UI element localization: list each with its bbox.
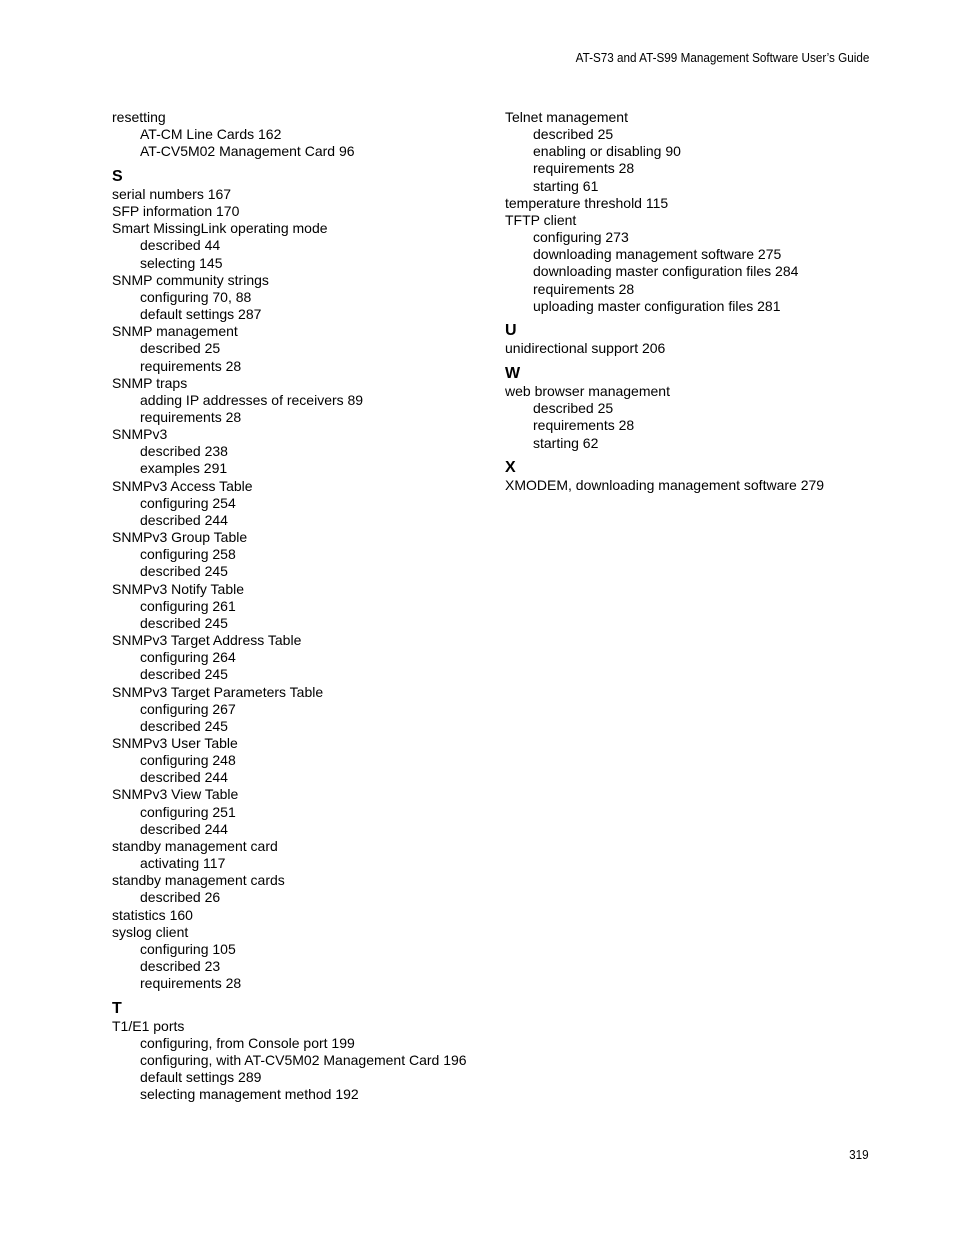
index-subentry: configuring 254	[140, 494, 236, 511]
index-subentry: requirements 28	[533, 417, 635, 434]
index-subentry: starting 62	[533, 434, 599, 451]
index-entry: resetting	[112, 109, 166, 125]
index-subentry: adding IP addresses of receivers 89	[140, 391, 364, 408]
index-subentry: requirements 28	[533, 160, 635, 177]
index-subentry: requirements 28	[140, 975, 242, 992]
index-subentry: configuring 70, 88	[140, 288, 252, 305]
page-number: 319	[849, 1147, 869, 1162]
index-subentry: activating 117	[140, 855, 226, 872]
index-subentry: described 245	[140, 717, 228, 734]
index-subentry: described 245	[140, 614, 228, 631]
index-subentry: starting 61	[533, 177, 599, 194]
index-subentry: configuring 251	[140, 803, 236, 820]
index-entry: SFP information 170	[112, 203, 240, 220]
index-subentry: configuring 248	[140, 752, 236, 769]
index-subentry: described 25	[533, 126, 614, 143]
index-entry: standby management card	[112, 837, 278, 854]
index-subentry: configuring 105	[140, 940, 236, 957]
index-entry: XMODEM, downloading management software 279	[505, 477, 825, 494]
index-entry: SNMP traps	[112, 374, 188, 391]
index-subentry: default settings 287	[140, 306, 262, 323]
index-entry: SNMPv3 Target Address Table	[112, 632, 302, 649]
index-subentry: described 245	[140, 563, 228, 580]
index-entry: standby management cards	[112, 872, 285, 889]
index-section-letter: T	[112, 999, 122, 1017]
index-subentry: described 26	[140, 889, 221, 906]
index-subentry: described 25	[533, 400, 614, 417]
index-entry: unidirectional support 206	[505, 340, 666, 357]
index-subentry: configuring 258	[140, 546, 236, 563]
index-entry: T1/E1 ports	[112, 1017, 185, 1034]
index-subentry: described 238	[140, 443, 228, 460]
index-entry: temperature threshold 115	[505, 194, 669, 211]
index-subentry: configuring, with AT-CV5M02 Management Card 196	[140, 1052, 467, 1069]
index-subentry: configuring 273	[533, 229, 629, 246]
index-entry: TFTP client	[505, 211, 577, 228]
index-subentry: uploading master configuration files 281	[533, 297, 781, 314]
index-subentry: described 244	[140, 769, 228, 786]
index-subentry: enabling or disabling 90	[533, 143, 681, 160]
index-subentry: configuring 267	[140, 700, 236, 717]
running-header: AT-S73 and AT-S99 Management Software User’s Guide	[575, 50, 869, 65]
index-column-left	[112, 109, 492, 1104]
index-subentry: configuring, from Console port 199	[140, 1034, 355, 1051]
index-subentry: configuring 264	[140, 649, 236, 666]
index-section-letter: X	[505, 459, 516, 477]
index-subentry: described 44	[140, 237, 221, 254]
index-entry: serial numbers 167	[112, 185, 232, 202]
index-subentry: selecting management method 192	[140, 1086, 359, 1103]
index-subentry: described 23	[140, 958, 221, 974]
index-subentry: requirements 28	[140, 409, 242, 425]
index-entry: web browser management	[505, 383, 670, 400]
index-entry: SNMPv3 Notify Table	[112, 580, 245, 597]
index-subentry: selecting 145	[140, 254, 223, 271]
index-section-letter: W	[505, 365, 521, 383]
index-entry: SNMPv3	[112, 426, 168, 443]
index-entry: Telnet management	[505, 109, 628, 125]
index-subentry: examples 291	[140, 460, 228, 477]
index-subentry: downloading management software 275	[533, 246, 782, 263]
index-subentry: requirements 28	[140, 357, 242, 374]
index-entry: SNMP management	[112, 323, 238, 340]
index-entry: SNMPv3 Access Table	[112, 477, 253, 494]
index-subentry: AT-CV5M02 Management Card 96	[140, 143, 355, 160]
index-entry: Smart MissingLink operating mode	[112, 220, 328, 237]
index-section-letter: S	[112, 167, 123, 185]
index-entry: SNMP community strings	[112, 271, 269, 288]
index-entry: SNMPv3 Group Table	[112, 529, 248, 546]
index-subentry: described 244	[140, 820, 228, 837]
index-entry: statistics 160	[112, 906, 193, 923]
index-subentry: downloading master configuration files 284	[533, 263, 799, 280]
index-section-letter: U	[505, 322, 517, 340]
index-subentry: described 245	[140, 666, 228, 683]
index-subentry: AT-CM Line Cards 162	[140, 126, 282, 143]
index-subentry: requirements 28	[533, 280, 635, 297]
index-entry: SNMPv3 User Table	[112, 734, 238, 751]
index-entry: syslog client	[112, 923, 189, 940]
index-column-right	[505, 109, 885, 494]
index-subentry: configuring 261	[140, 597, 236, 614]
index-entry: SNMPv3 Target Parameters Table	[112, 683, 324, 700]
index-entry: SNMPv3 View Table	[112, 786, 239, 803]
index-subentry: described 244	[140, 511, 228, 528]
index-subentry: default settings 289	[140, 1069, 262, 1086]
index-subentry: described 25	[140, 340, 221, 357]
